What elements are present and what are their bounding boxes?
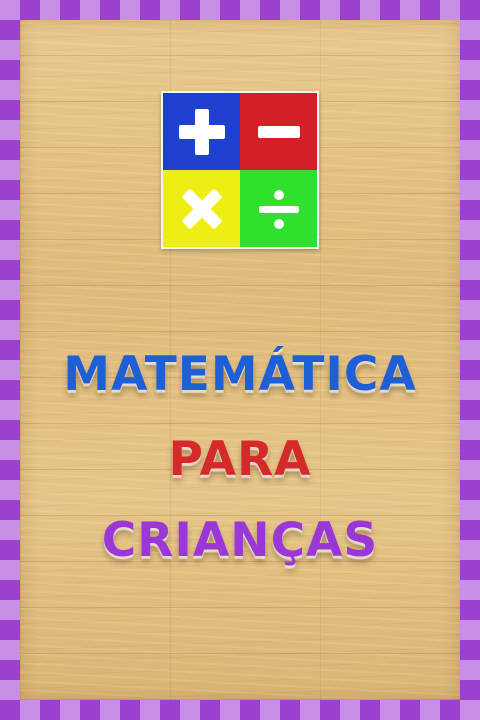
- minus-tile: [240, 93, 317, 170]
- title-line-3: CRIANÇAS: [101, 513, 379, 568]
- minus-icon: [252, 105, 306, 159]
- divide-tile: [240, 170, 317, 247]
- title-line-2: PARA: [168, 432, 312, 487]
- title-line-1: MATEMÁTICA: [63, 347, 417, 402]
- plus-tile: [163, 93, 240, 170]
- plus-icon: [175, 105, 229, 159]
- times-icon: [175, 182, 229, 236]
- math-operations-logo: [161, 91, 319, 249]
- times-tile: [163, 170, 240, 247]
- divide-icon: [252, 182, 306, 236]
